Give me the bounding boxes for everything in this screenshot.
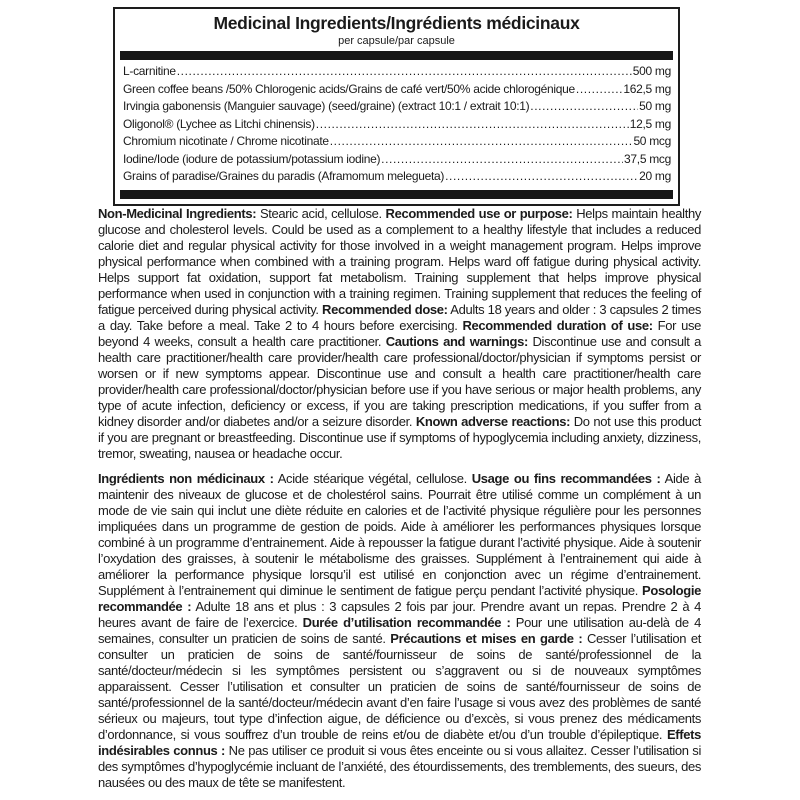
- ingredient-row: [123, 81, 671, 99]
- ingredient-row: [123, 133, 671, 151]
- ingredient-name: Iodine/Iode (iodure de potassium/potassium iodine): [123, 151, 381, 166]
- english-directions-paragraph: Non-Medicinal Ingredients: Stearic acid, cellulose. Recommended use or purpose: Helps maintain healthy glucose and cholesterol levels. Could be used as a complement to a healthy lifestyle that includes a reduced calorie diet and regular physical activity for those involved in a weight management program. Helps improve physical performance when combined with a training program. Helps ward off fatigue during physical activity. Helps support fat oxidation, support fat metabolism. Training supplement that helps improve physical performance when used in conjunction with a training regimen. Training supplement that reduces the feeling of fatigue perceived during physical activity. Recommended dose: Adults 18 years and older : 3 capsules 2 times a day. Take before a meal. Take 2 to 4 hours before exercising. Recommended duration of use: For use beyond 4 weeks, consult a health care practitioner. Cautions and warnings: Discontinue use and consult a health care practitioner/health care provider/health care professional/doctor/physician if symptoms persist or worsen or if new symptoms appear. Discontinue use and consult a health care practitioner/health care provider/health care professional/doctor/physician before use if you have serious or major health problems, any type of acute infection, deficiency or excess, if you are taking prescription medications, if you suffer from a kidney disorder and/or diabetes and/or a seizure disorder. Known adverse reactions: Do not use this product if you are pregnant or breastfeeding. Discontinue use if symptoms of hypoglycemia including anxiety, dizziness, tremor, sweating, nausea or headache occur.: [98, 206, 701, 461]
- ingredient-row: [123, 63, 671, 81]
- ingredient-amount: 37,5 mcg: [624, 151, 671, 166]
- dot-leader: [576, 81, 622, 99]
- dot-leader: [330, 133, 633, 151]
- ingredient-row: [123, 98, 671, 116]
- dot-leader: [316, 116, 629, 134]
- ingredient-amount: 162,5 mg: [623, 81, 671, 96]
- ingredient-amount: 12,5 mg: [629, 116, 671, 131]
- label-directions-text: [98, 206, 701, 791]
- panel-title: Medicinal Ingredients/Ingrédients médicinaux: [213, 13, 580, 33]
- dot-leader: [381, 151, 623, 169]
- ingredient-name: Green coffee beans /50% Chlorogenic acids/Grains de café vert/50% acide chlorogénique: [123, 81, 575, 96]
- ingredient-name: Chromium nicotinate / Chrome nicotinate: [123, 134, 329, 148]
- divider-bar-bottom: [120, 190, 673, 199]
- french-directions-paragraph: Ingrédients non médicinaux : Acide stéarique végétal, cellulose. Usage ou fins recommandées : Aide à maintenir des niveaux de glucose et de cholestérol sains. Pourrait être utilisé comme un complément à un mode de vie sain qui inclut une diète réduite en calories et de l’activité physique régulière pour les personnes impliquées dans un programme de gestion de poids. Aide à améliorer les performances physiques lorsque combiné à un programme d’entrainement. Aide à repousser la fatigue durant l’activité physique. Aide à soutenir l’oxydation des graisses, à soutenir le métabolisme des graisses. Supplément à l’entrainement qui aide à améliorer la performance physique lorsqu’il est utilisé en conjonction avec un régime d’entrainement. Supplément à l’entrainement qui diminue le sentiment de fatigue perçu pendant l’activité physique. Posologie recommandée : Adulte 18 ans et plus : 3 capsules 2 fois par jour. Prendre avant un repas. Prendre 2 à 4 heures avant de faire de l’exercice. Durée d’utilisation recommandée : Pour une utilisation au-delà de 4 semaines, consulter un praticien de soins de santé. Précautions et mises en garde : Cesser l’utilisation et consulter un praticien de soins de santé/fournisseur de soins de santé/professionnel de la santé/docteur/médecin si les symptômes persistent ou s’aggravent ou si de nouveaux symptômes apparaissent. Cesser l’utilisation et consulter un praticien de soins de santé/fournisseur de soins de santé/professionnel de la santé/docteur/médecin avant d’en faire l’usage si vous avez des problèmes de santé sérieux ou majeurs, tout type d’infection aigue, de déficience ou d’excès, si vous prenez des médicaments d’ordonnance, si vous souffrez d’un trouble de reins et/ou de diabète et/ou d’un trouble d’épileptique. Effets indésirables connus : Ne pas utiliser ce produit si vous êtes enceinte ou si vous allaitez. Cesser l’utilisation si des symptômes d’hypoglycémie incluant de l’anxiété, des étourdissements, des tremblements, des sueurs, des nausées ou des maux de tête se manifestent.: [98, 471, 702, 790]
- panel-subtitle: per capsule/par capsule: [338, 35, 455, 47]
- dot-leader: [530, 98, 638, 116]
- ingredient-amount: 20 mg: [639, 169, 671, 183]
- dot-leader: [445, 168, 638, 186]
- ingredient-row: [123, 168, 671, 186]
- ingredient-row: [123, 151, 671, 169]
- ingredient-amount: 50 mg: [639, 99, 671, 113]
- ingredients-list: [115, 60, 678, 190]
- ingredient-name: Irvingia gabonensis (Manguier sauvage) (seed/graine) (extract 10:1 / extrait 10:1): [123, 99, 530, 113]
- ingredient-amount: 50 mcg: [633, 134, 671, 148]
- ingredient-name: Oligonol® (Lychee as Litchi chinensis): [123, 116, 315, 131]
- ingredient-amount: 500 mg: [632, 64, 671, 78]
- dot-leader: [177, 63, 632, 81]
- medicinal-ingredients-panel: [113, 7, 680, 206]
- ingredient-row: [123, 116, 671, 134]
- divider-bar-top: [120, 51, 673, 60]
- ingredient-name: L-carnitine: [123, 64, 176, 78]
- ingredient-name: Grains of paradise/Graines du paradis (Aframomum melegueta): [123, 169, 445, 183]
